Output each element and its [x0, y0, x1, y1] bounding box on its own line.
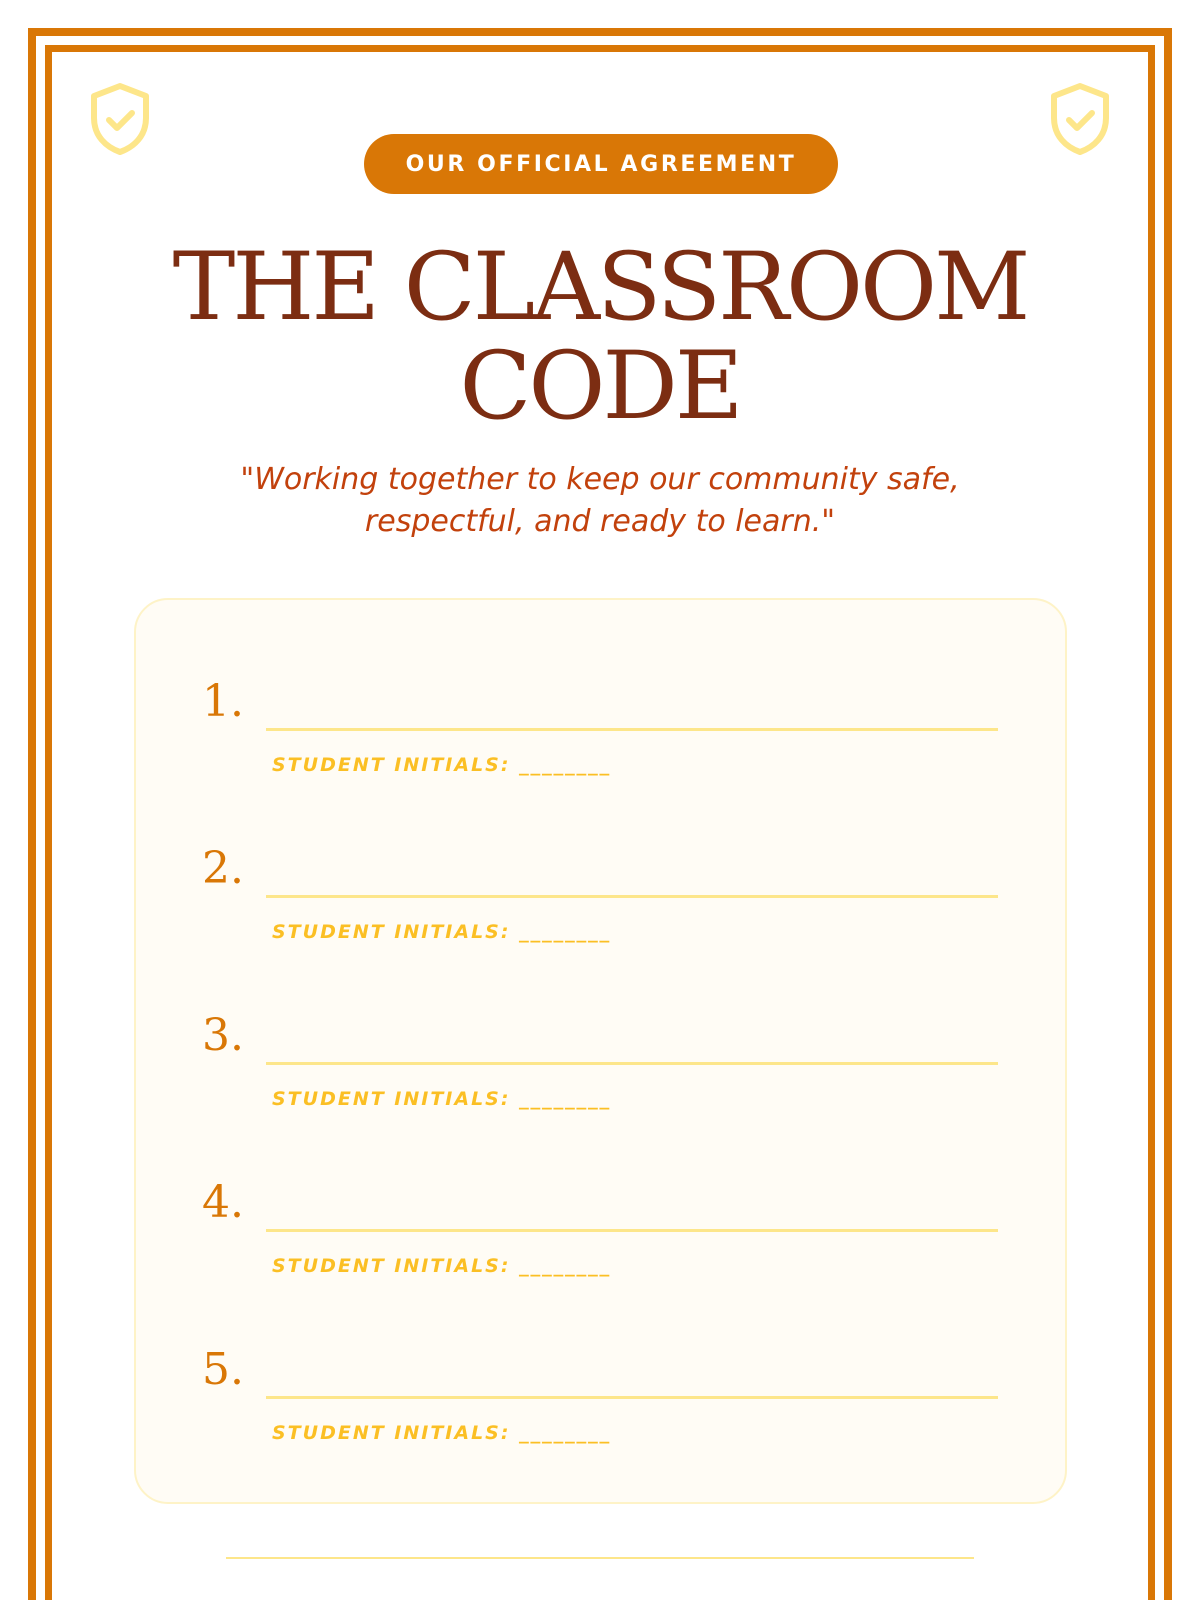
page-subtitle: "Working together to keep our community safe, respectful, and ready to learn.": [240, 462, 960, 539]
rule-number: 5.: [202, 1344, 244, 1395]
rule-write-line[interactable]: [266, 895, 998, 898]
student-initials-field[interactable]: STUDENT INITIALS: ________: [272, 921, 612, 943]
rule-write-line[interactable]: [266, 1229, 998, 1232]
rule-item: [202, 1344, 1002, 1454]
rule-item: [202, 1010, 1002, 1120]
rule-item: [202, 1177, 1002, 1287]
student-initials-field[interactable]: STUDENT INITIALS: ________: [272, 1422, 612, 1444]
rule-write-line[interactable]: [266, 1396, 998, 1399]
rule-write-line[interactable]: [266, 1062, 998, 1065]
rule-write-line[interactable]: [266, 728, 998, 731]
agreement-badge: OUR OFFICIAL AGREEMENT: [364, 134, 838, 194]
page-title: THE CLASSROOM CODE: [172, 233, 1028, 441]
rule-number: 4.: [202, 1177, 244, 1228]
rule-item: [202, 843, 1002, 953]
rule-item: [202, 676, 1002, 786]
student-initials-field[interactable]: STUDENT INITIALS: ________: [272, 754, 612, 776]
rule-number: 2.: [202, 843, 244, 894]
rule-number: 1.: [202, 676, 244, 727]
student-initials-field[interactable]: STUDENT INITIALS: ________: [272, 1088, 612, 1110]
rule-number: 3.: [202, 1010, 244, 1061]
shield-check-icon: [1048, 82, 1112, 156]
rules-card: [134, 598, 1067, 1504]
shield-check-icon: [88, 82, 152, 156]
signature-divider: [226, 1557, 974, 1559]
student-initials-field[interactable]: STUDENT INITIALS: ________: [272, 1255, 612, 1277]
